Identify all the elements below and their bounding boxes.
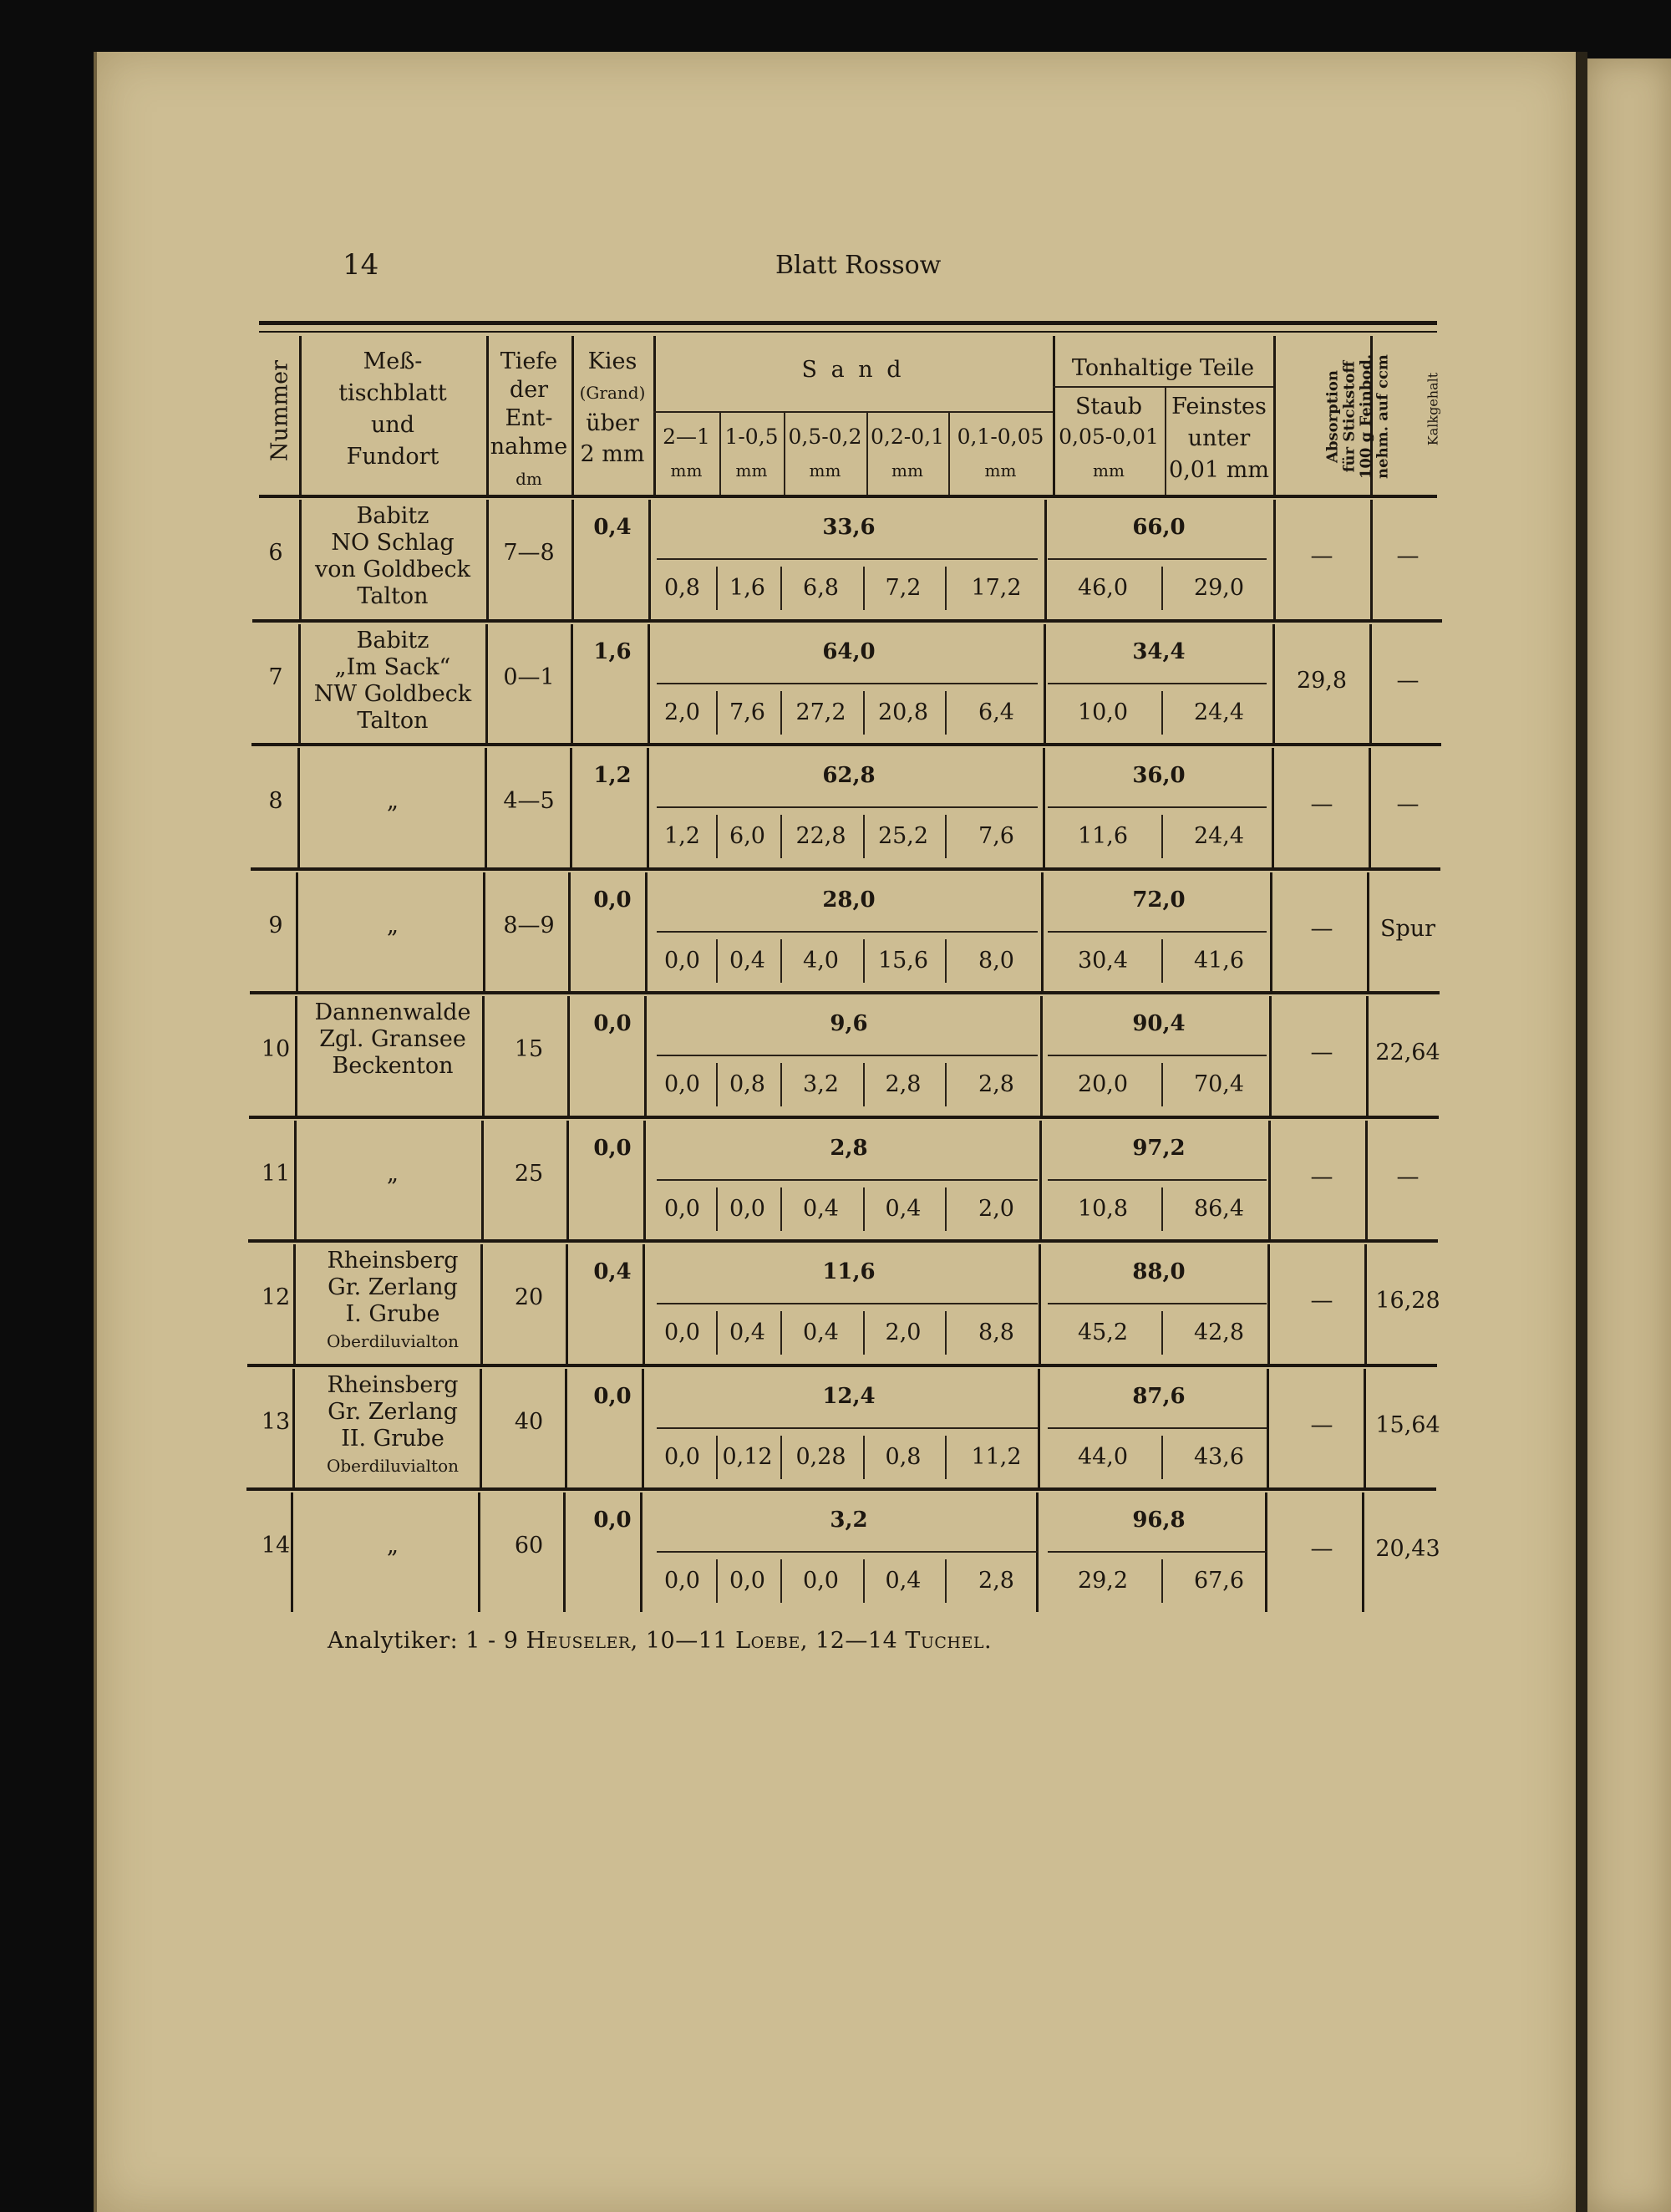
row-sand-value: 0,8: [664, 575, 700, 601]
row-ton-total: 96,8: [1132, 1508, 1186, 1533]
row-tiefe: 8—9: [503, 912, 555, 938]
row-sand-vline: [780, 1436, 782, 1479]
row-bottom-rule: [246, 1487, 1436, 1491]
row-sand-total: 9,6: [830, 1011, 868, 1036]
row-feinstes: 29,0: [1193, 575, 1245, 601]
row-sand-vline: [945, 1559, 947, 1603]
row-sand-total: 11,6: [822, 1259, 876, 1284]
row-sand-value: 7,6: [978, 823, 1014, 849]
row-ton-total: 90,4: [1132, 1011, 1186, 1036]
row-sand-vline: [863, 1436, 865, 1479]
row-sand-rule: [657, 1055, 1038, 1056]
row-feinstes: 70,4: [1193, 1071, 1245, 1097]
row-sand-value: 11,2: [971, 1443, 1022, 1470]
row-kalkgehalt: —: [1396, 791, 1420, 817]
row-number: 14: [261, 1533, 291, 1559]
header-feinstes-line: 0,01 mm: [1169, 457, 1269, 483]
row-sand-rule: [657, 931, 1038, 933]
row-sand-value: 0,0: [803, 1568, 839, 1594]
header-ton-rule: [1053, 386, 1273, 388]
row-absorption: 29,8: [1296, 667, 1348, 694]
row-sand-rule: [657, 1303, 1038, 1304]
row-ton-rule: [1048, 558, 1267, 560]
row-number: 8: [268, 788, 283, 814]
row-ton-vline: [1161, 1063, 1163, 1106]
row-sand-value: 0,8: [729, 1071, 765, 1097]
footer-name-3: Tuchel.: [905, 1628, 993, 1654]
row-ton-rule: [1048, 931, 1267, 933]
row-sand-vline: [863, 1187, 865, 1231]
row-fundort-line: „: [387, 1160, 399, 1187]
header-sand-col-unit: mm: [809, 460, 841, 481]
row-bottom-rule: [248, 1239, 1438, 1243]
row-kies: 0,0: [593, 1383, 632, 1409]
header-kies-line: 2 mm: [580, 441, 645, 467]
row-sand-vline: [863, 939, 865, 983]
row-sand-value: 4,0: [803, 947, 839, 974]
row-sand-vline: [780, 1063, 782, 1106]
header-staub-unit: mm: [1093, 460, 1125, 481]
row-fundort-line: II. Grube: [341, 1425, 444, 1452]
row-sand-total: 3,2: [830, 1508, 868, 1533]
row-kies: 1,6: [593, 638, 632, 664]
header-tiefe-line: Ent-: [505, 405, 553, 431]
row-sand-value: 22,8: [795, 823, 846, 849]
row-fundort-line: von Goldbeck: [315, 557, 470, 582]
row-tiefe: 7—8: [503, 540, 555, 566]
row-absorption: —: [1310, 915, 1333, 942]
row-sand-rule: [657, 1551, 1038, 1553]
row-fundort-line: „: [387, 1533, 399, 1559]
row-fundort-line: Oberdiluvialton: [326, 1455, 460, 1476]
header-kies-line: Kies: [587, 348, 637, 374]
page-number: 14: [343, 248, 379, 282]
row-sand-value: 7,6: [729, 699, 765, 725]
header-sand-col-unit: mm: [984, 460, 1017, 481]
row-sand-value: 2,8: [978, 1071, 1014, 1097]
row-kalkgehalt: 16,28: [1375, 1288, 1440, 1314]
row-sand-rule: [657, 1427, 1038, 1429]
top-rule: [259, 321, 1437, 325]
row-sand-value: 0,4: [729, 1320, 765, 1345]
row-staub: 11,6: [1077, 823, 1129, 849]
row-fundort-line: „: [387, 788, 399, 814]
header-feinstes-line: Feinstes: [1171, 394, 1267, 420]
row-sand-vline: [863, 1063, 865, 1106]
row-staub: 45,2: [1077, 1320, 1129, 1345]
footer-name-2: Loebe,: [735, 1628, 808, 1654]
row-fundort-line: Talton: [357, 583, 429, 609]
row-sand-value: 27,2: [795, 699, 846, 725]
row-kies: 0,4: [593, 1259, 632, 1284]
row-fundort-line: NW Goldbeck: [313, 680, 472, 707]
row-ton-rule: [1048, 1427, 1267, 1429]
row-sand-value: 6,4: [978, 699, 1014, 725]
row-sand-vline: [945, 815, 947, 858]
row-sand-value: 0,0: [664, 1195, 700, 1222]
row-sand-value: 0,0: [664, 1320, 700, 1345]
row-sand-value: 2,0: [978, 1195, 1014, 1222]
row-bottom-rule: [249, 1116, 1439, 1119]
row-feinstes: 24,4: [1193, 823, 1245, 849]
header-kalkgehalt: Kalkgehalt: [1425, 372, 1441, 446]
row-sand-vline: [716, 567, 718, 610]
analysts-footnote: [328, 1628, 992, 1654]
row-sand-value: 6,0: [729, 823, 765, 849]
row-fundort-line: Dannenwalde: [314, 999, 471, 1025]
row-sand-value: 25,2: [877, 823, 929, 849]
row-sand-value: 1,6: [729, 575, 765, 601]
top-rule-thin: [259, 331, 1437, 333]
row-sand-value: 0,8: [885, 1443, 922, 1470]
row-sand-vline: [716, 815, 718, 858]
header-sand-col-unit: mm: [891, 460, 923, 481]
header-kies-line: über: [586, 410, 639, 436]
row-number: 6: [268, 540, 283, 566]
row-sand-value: 0,4: [885, 1195, 922, 1222]
footer-range-2: 10—11: [645, 1628, 729, 1654]
row-number: 10: [261, 1036, 291, 1062]
row-sand-vline: [945, 1063, 947, 1106]
row-sand-vline: [945, 1436, 947, 1479]
row-absorption: —: [1310, 1163, 1333, 1190]
row-sand-vline: [716, 1187, 718, 1231]
row-feinstes: 43,6: [1193, 1443, 1245, 1470]
row-ton-total: 88,0: [1132, 1259, 1186, 1284]
row-ton-vline: [1161, 691, 1163, 735]
row-sand-vline: [945, 567, 947, 610]
row-sand-vline: [945, 1187, 947, 1231]
header-staub: Staub: [1074, 394, 1143, 420]
row-sand-value: 0,28: [795, 1443, 846, 1470]
row-staub: 29,2: [1077, 1568, 1129, 1594]
row-sand-value: 17,2: [971, 575, 1022, 601]
row-tiefe: 0—1: [503, 664, 555, 690]
row-bottom-rule: [252, 619, 1442, 623]
header-tiefe-unit: dm: [516, 469, 542, 489]
row-feinstes: 86,4: [1193, 1195, 1245, 1222]
row-ton-vline: [1161, 1436, 1163, 1479]
header-sand-col: 0,2-0,1: [871, 425, 944, 449]
row-sand-vline: [863, 815, 865, 858]
row-sand-vline: [716, 1311, 718, 1355]
header-tiefe-line: der: [509, 377, 549, 403]
header-sand-col-unit: mm: [670, 460, 703, 481]
row-ton-vline: [1161, 1559, 1163, 1603]
row-feinstes: 41,6: [1193, 947, 1245, 974]
row-tiefe: 60: [514, 1533, 544, 1559]
header-messtischblatt-line: Meß-: [363, 348, 423, 374]
row-sand-vline: [780, 1187, 782, 1231]
row-fundort-line: Babitz: [356, 627, 429, 653]
row-sand-value: 0,4: [803, 1320, 839, 1345]
row-sand-vline: [780, 815, 782, 858]
row-sand-total: 28,0: [822, 887, 876, 913]
row-absorption: —: [1310, 791, 1333, 817]
header-absorption-line: 100 g Feinbod.: [1357, 353, 1375, 480]
row-number: 12: [261, 1284, 291, 1310]
row-sand-value: 7,2: [885, 575, 922, 601]
row-kalkgehalt: Spur: [1379, 915, 1436, 942]
row-kalkgehalt: 20,43: [1375, 1536, 1440, 1562]
row-ton-vline: [1161, 1311, 1163, 1355]
header-messtischblatt-line: Fundort: [346, 444, 439, 470]
row-ton-total: 34,4: [1132, 638, 1186, 664]
row-kies: 0,4: [593, 515, 632, 540]
row-sand-vline: [863, 1311, 865, 1355]
row-feinstes: 42,8: [1193, 1320, 1245, 1345]
row-kies: 1,2: [593, 763, 632, 788]
header-tiefe-line: Tiefe: [500, 348, 558, 374]
row-sand-vline: [716, 1436, 718, 1479]
row-ton-vline: [1161, 939, 1163, 983]
header-sand-col: 0,5-0,2: [788, 425, 862, 449]
row-sand-vline: [863, 691, 865, 735]
row-sand-vline: [780, 567, 782, 610]
row-sand-vline: [716, 1063, 718, 1106]
row-sand-vline: [780, 939, 782, 983]
row-fundort-line: Rheinsberg: [327, 1371, 459, 1398]
header-sand: S a n d: [801, 357, 905, 383]
row-sand-value: 3,2: [803, 1071, 839, 1097]
row-sand-vline: [945, 691, 947, 735]
header-vline-5: [1273, 336, 1276, 495]
row-ton-vline: [1161, 567, 1163, 610]
row-fundort-line: Oberdiluvialton: [326, 1331, 460, 1351]
header-tonhaltige: Tonhaltige Teile: [1071, 355, 1255, 381]
row-sand-value: 8,8: [978, 1320, 1014, 1345]
row-tiefe: 25: [514, 1160, 544, 1187]
row-absorption: —: [1310, 1040, 1333, 1065]
row-absorption: —: [1310, 543, 1333, 569]
row-kalkgehalt: —: [1396, 667, 1420, 694]
row-sand-value: 2,0: [885, 1320, 922, 1345]
row-absorption: —: [1310, 1411, 1333, 1438]
row-sand-vline: [945, 939, 947, 983]
row-tiefe: 15: [514, 1036, 544, 1062]
row-fundort-line: „: [387, 912, 399, 938]
header-sand-rule: [653, 411, 1053, 413]
row-ton-rule: [1048, 1303, 1267, 1304]
row-ton-total: 97,2: [1132, 1135, 1186, 1161]
header-absorption-line: für Stickstoff: [1340, 360, 1359, 473]
row-sand-total: 33,6: [822, 515, 876, 540]
row-kies: 0,0: [593, 1011, 632, 1036]
row-number: 9: [268, 912, 283, 938]
header-kies-line: (Grand): [579, 383, 646, 403]
header-nummer: Nummer: [267, 359, 293, 462]
row-fundort-line: I. Grube: [345, 1301, 440, 1327]
facing-page: [1587, 58, 1671, 2212]
row-sand-value: 0,4: [885, 1568, 922, 1594]
row-number: 11: [261, 1160, 291, 1187]
row-fundort-line: Talton: [357, 707, 429, 734]
row-sand-value: 15,6: [877, 947, 929, 974]
row-sand-vline: [945, 1311, 947, 1355]
header-bottom-rule: [259, 495, 1437, 498]
row-staub: 46,0: [1077, 575, 1129, 601]
row-sand-rule: [657, 683, 1038, 684]
row-sand-value: 0,0: [664, 1071, 700, 1097]
row-sand-value: 8,0: [978, 947, 1014, 974]
row-sand-value: 0,0: [664, 1568, 700, 1594]
row-sand-vline: [780, 1311, 782, 1355]
running-title: Blatt Rossow: [775, 251, 942, 280]
row-absorption: —: [1310, 1536, 1333, 1562]
row-ton-total: 72,0: [1132, 887, 1186, 913]
row-fundort-line: Gr. Zerlang: [328, 1398, 458, 1425]
header-staub-range: 0,05-0,01: [1059, 425, 1159, 449]
soil-analysis-table: [259, 321, 1441, 1616]
header-sand-col: 1-0,5: [724, 425, 779, 449]
footer-range-1: 1 - 9: [465, 1628, 519, 1654]
row-fundort-line: Gr. Zerlang: [328, 1274, 458, 1300]
row-tiefe: 20: [514, 1284, 544, 1310]
row-sand-value: 0,0: [729, 1568, 765, 1594]
row-sand-vline: [863, 567, 865, 610]
row-number: 13: [261, 1408, 291, 1435]
header-messtischblatt-line: und: [370, 412, 415, 438]
row-sand-total: 64,0: [822, 638, 876, 664]
row-sand-vline: [863, 1559, 865, 1603]
row-sand-vline: [780, 691, 782, 735]
row-sand-rule: [657, 806, 1038, 808]
row-fundort-line: Babitz: [356, 503, 429, 529]
row-fundort-line: NO Schlag: [331, 530, 455, 556]
row-ton-vline: [1161, 815, 1163, 858]
header-sand-col: 0,1-0,05: [957, 425, 1044, 449]
row-sand-value: 1,2: [664, 823, 700, 849]
row-sand-vline: [716, 691, 718, 735]
row-ton-total: 66,0: [1132, 515, 1186, 540]
row-bottom-rule: [251, 743, 1441, 746]
row-fundort-line: „Im Sack“: [334, 653, 451, 680]
row-sand-value: 0,12: [722, 1443, 773, 1470]
row-sand-value: 2,0: [664, 699, 700, 725]
row-sand-total: 2,8: [830, 1135, 868, 1161]
row-bottom-rule: [250, 991, 1440, 994]
row-ton-rule: [1048, 1551, 1267, 1553]
header-absorption-line: Absorption: [1323, 370, 1342, 464]
row-ton-rule: [1048, 1179, 1267, 1181]
row-ton-total: 36,0: [1132, 763, 1186, 788]
row-sand-value: 0,0: [664, 947, 700, 974]
row-fundort-line: Rheinsberg: [327, 1248, 459, 1274]
row-ton-rule: [1048, 1055, 1267, 1056]
row-kalkgehalt: —: [1396, 543, 1420, 569]
row-staub: 44,0: [1077, 1443, 1129, 1470]
row-kies: 0,0: [593, 887, 632, 913]
row-ton-rule: [1048, 806, 1267, 808]
row-sand-vline: [780, 1559, 782, 1603]
row-fundort-line: Zgl. Gransee: [319, 1026, 466, 1052]
header-feinstes-line: unter: [1187, 425, 1251, 451]
row-bottom-rule: [247, 1364, 1437, 1367]
footer-range-3: 12—14: [815, 1628, 898, 1654]
row-kies: 0,0: [593, 1508, 632, 1533]
row-ton-vline: [1161, 1187, 1163, 1231]
row-absorption: —: [1310, 1288, 1333, 1314]
row-feinstes: 24,4: [1193, 699, 1245, 725]
row-sand-value: 6,8: [803, 575, 839, 601]
row-ton-total: 87,6: [1132, 1383, 1186, 1409]
row-staub: 30,4: [1077, 947, 1129, 974]
row-kies: 0,0: [593, 1135, 632, 1161]
header-sand-col: 2—1: [663, 425, 710, 449]
row-sand-total: 62,8: [822, 763, 876, 788]
row-sand-value: 0,0: [664, 1443, 700, 1470]
row-ton-rule: [1048, 683, 1267, 684]
row-kalkgehalt: —: [1396, 1163, 1420, 1190]
row-sand-vline: [716, 939, 718, 983]
row-sand-value: 0,4: [803, 1195, 839, 1222]
row-fundort-line: Beckenton: [332, 1053, 454, 1079]
row-sand-total: 12,4: [822, 1383, 876, 1409]
footer-name-1: Heuseler,: [526, 1628, 638, 1654]
row-kalkgehalt: 22,64: [1375, 1040, 1440, 1065]
row-number: 7: [268, 664, 283, 690]
row-staub: 10,8: [1077, 1195, 1129, 1222]
row-sand-value: 0,0: [729, 1195, 765, 1222]
footer-prefix: Analytiker:: [328, 1628, 459, 1654]
row-sand-rule: [657, 558, 1038, 560]
row-sand-vline: [716, 1559, 718, 1603]
header-sand-col-unit: mm: [735, 460, 768, 481]
row-bottom-rule: [251, 867, 1440, 871]
row-feinstes: 67,6: [1193, 1568, 1245, 1594]
row-staub: 10,0: [1077, 699, 1129, 725]
header-tiefe-line: nahme: [490, 434, 568, 460]
row-staub: 20,0: [1077, 1071, 1129, 1097]
header-absorption-line: nehm. auf ccm: [1374, 354, 1392, 479]
row-kalkgehalt: 15,64: [1375, 1411, 1440, 1438]
row-sand-rule: [657, 1179, 1038, 1181]
row-sand-value: 2,8: [885, 1071, 922, 1097]
row-sand-value: 20,8: [877, 699, 929, 725]
row-tiefe: 4—5: [503, 788, 555, 814]
row-sand-value: 2,8: [978, 1568, 1014, 1594]
row-tiefe: 40: [514, 1408, 544, 1435]
header-messtischblatt-line: tischblatt: [338, 380, 447, 406]
row-sand-value: 0,4: [729, 947, 765, 974]
